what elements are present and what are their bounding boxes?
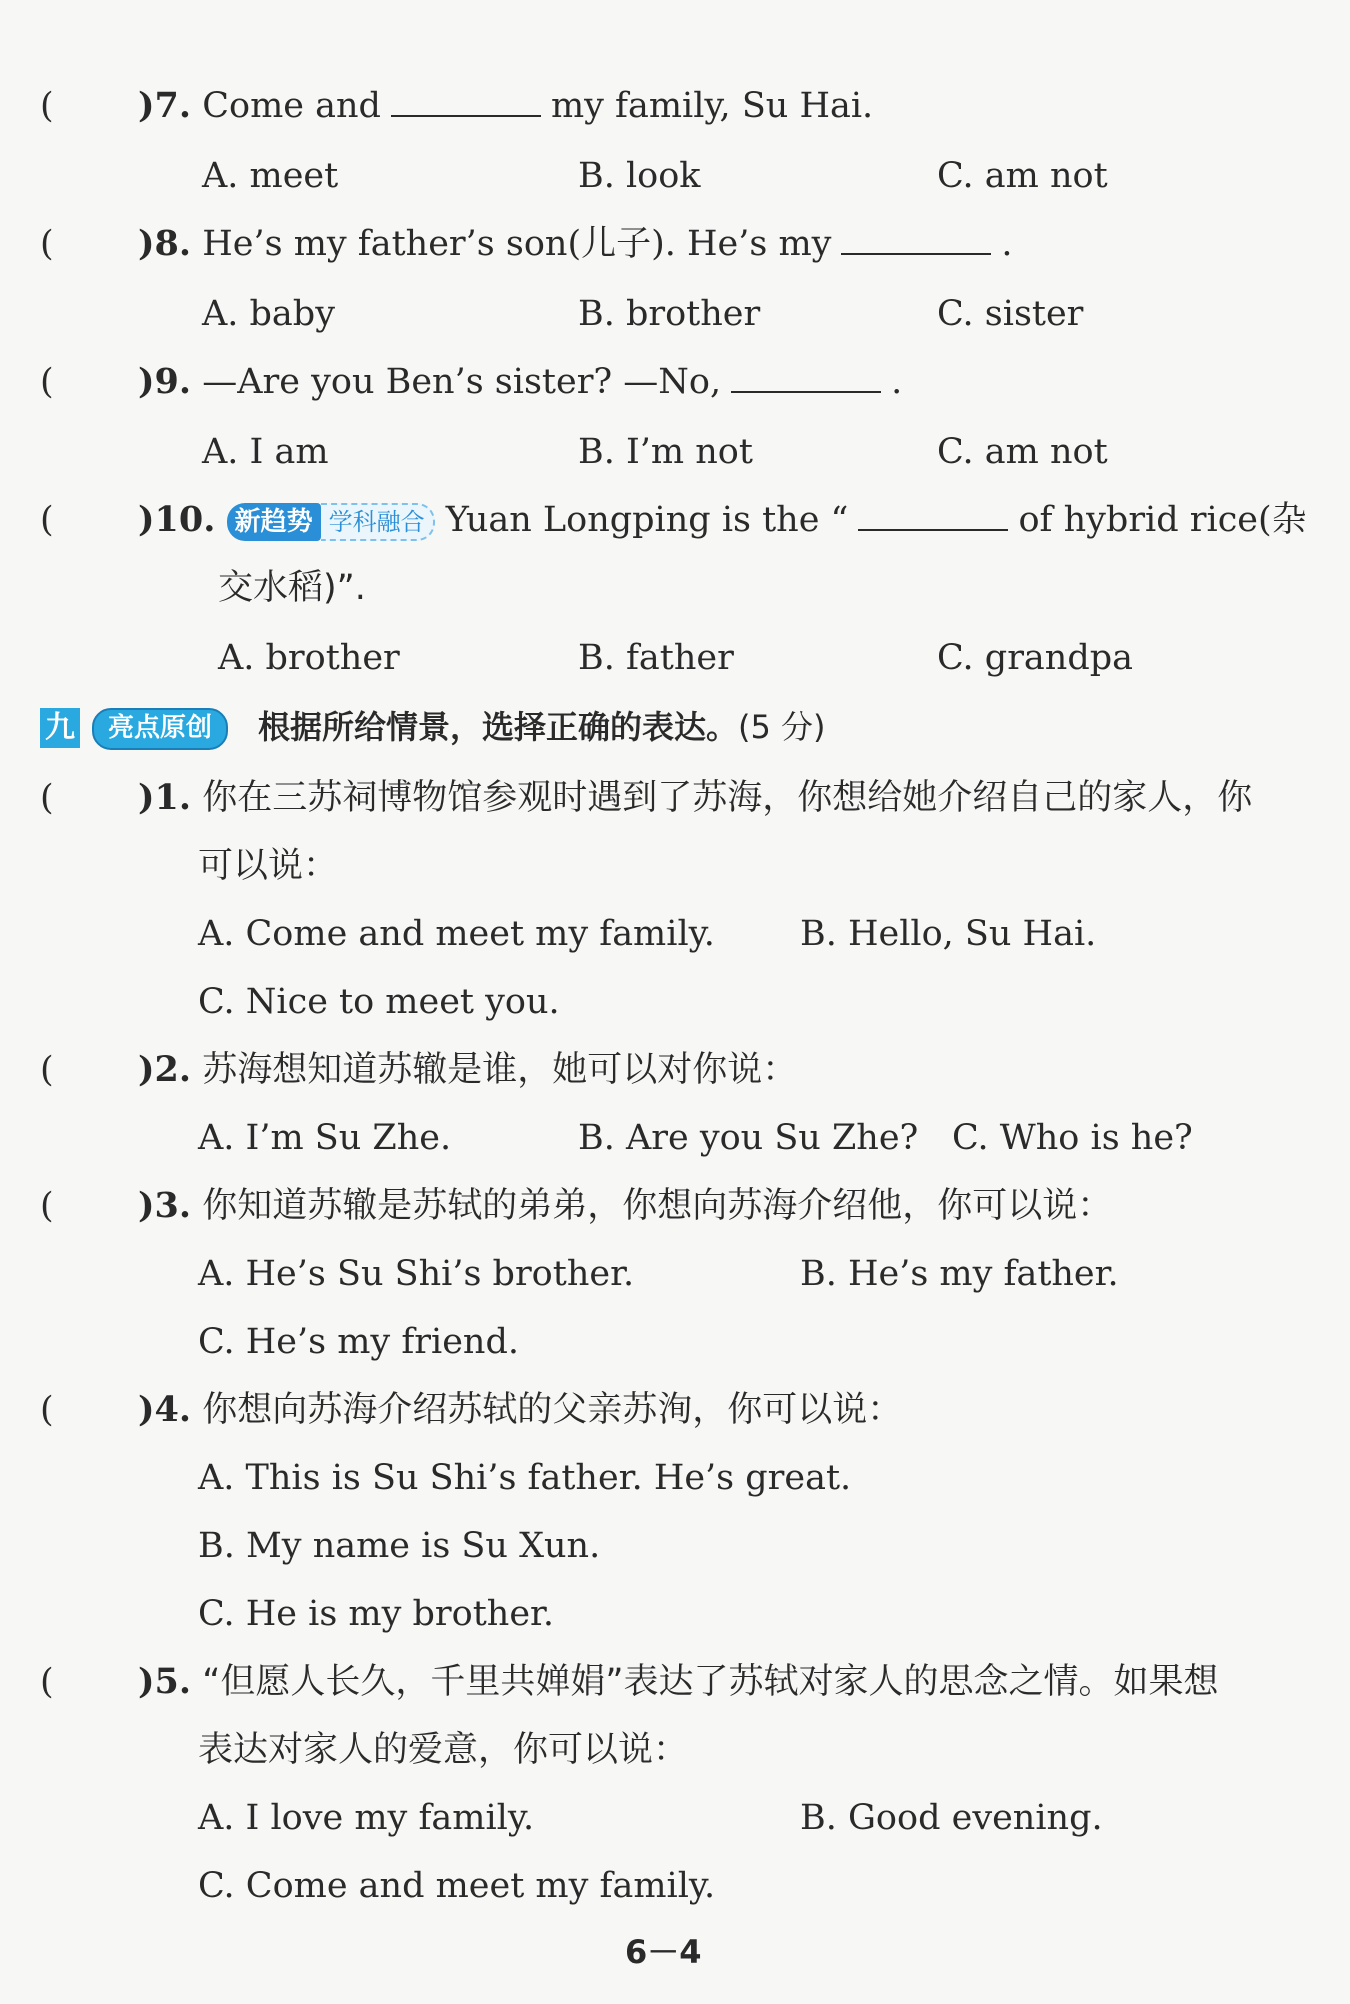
question-text-continued: 表达对家人的爱意，你可以说：	[198, 1730, 689, 1770]
section-title	[258, 705, 826, 749]
question-text: “但愿人长久，千里共婵娟”表达了苏轼对家人的思念之情。如果想	[202, 1662, 1219, 1702]
question-text-continued: 可以说：	[198, 846, 339, 886]
question-number: )8.	[138, 223, 192, 264]
answer-blank[interactable]	[731, 361, 881, 393]
option-b: B. Are you Su Zhe?	[578, 1118, 919, 1158]
question-text: 你在三苏祠博物馆参观时遇到了苏海，你想给她介绍自己的家人，你	[202, 778, 1253, 818]
option-b: B. brother	[578, 294, 761, 334]
option-a: A. I am	[202, 432, 329, 472]
question-number: )4.	[138, 1389, 192, 1430]
situation-question-1	[138, 776, 1252, 820]
option-a: A. meet	[202, 156, 339, 196]
answer-paren: (	[40, 1390, 54, 1430]
subject-fusion-badge: 学科融合	[321, 503, 435, 541]
option-c: C. am not	[937, 156, 1108, 196]
option-a: A. This is Su Shi’s father. He’s great.	[198, 1458, 852, 1498]
option-b: B. He’s my father.	[800, 1254, 1119, 1294]
option-c: C. am not	[937, 432, 1108, 472]
question-text: .	[891, 362, 903, 402]
option-c: C. Who is he?	[952, 1118, 1193, 1158]
situation-question-5	[138, 1660, 1219, 1704]
option-c: C. Nice to meet you.	[198, 982, 560, 1022]
highlight-original-badge: 亮点原创	[92, 708, 228, 750]
new-trend-badge: 新趋势	[227, 503, 321, 541]
situation-question-3	[138, 1184, 1112, 1228]
answer-paren: (	[40, 500, 54, 540]
answer-blank[interactable]	[841, 223, 991, 255]
answer-paren: (	[40, 86, 54, 126]
option-a: A. I’m Su Zhe.	[198, 1118, 452, 1158]
option-a: A. I love my family.	[198, 1798, 535, 1838]
option-c: C. sister	[937, 294, 1084, 334]
answer-paren: (	[40, 778, 54, 818]
question-text: 你知道苏辙是苏轼的弟弟，你想向苏海介绍他，你可以说：	[202, 1186, 1113, 1226]
question-number: )2.	[138, 1049, 192, 1090]
question-10	[138, 498, 1307, 542]
option-c: C. He’s my friend.	[198, 1322, 519, 1362]
answer-paren: (	[40, 362, 54, 402]
question-9	[138, 360, 902, 404]
question-7	[138, 84, 873, 128]
option-a: A. baby	[202, 294, 335, 334]
option-b: B. I’m not	[578, 432, 753, 472]
answer-paren: (	[40, 224, 54, 264]
question-text: 你想向苏海介绍苏轼的父亲苏洵，你可以说：	[202, 1390, 903, 1430]
option-a: A. Come and meet my family.	[198, 914, 715, 954]
question-number: )1.	[138, 777, 192, 818]
section-instruction: 根据所给情景，选择正确的表达。	[258, 708, 739, 746]
question-number: )9.	[138, 361, 192, 402]
question-text: Yuan Longping is the “	[445, 500, 849, 540]
question-number: )7.	[138, 85, 192, 126]
option-a: A. brother	[218, 638, 400, 678]
answer-paren: (	[40, 1050, 54, 1090]
question-text: 苏海想知道苏辙是谁，她可以对你说：	[202, 1050, 798, 1090]
answer-blank[interactable]	[391, 85, 541, 117]
situation-question-2	[138, 1048, 797, 1092]
question-number: )10.	[138, 499, 216, 540]
page-number: 6－4	[625, 1933, 702, 1971]
option-b: B. My name is Su Xun.	[198, 1526, 601, 1566]
option-b: B. Hello, Su Hai.	[800, 914, 1097, 954]
question-number: )3.	[138, 1185, 192, 1226]
question-text: of hybrid rice(杂	[1018, 500, 1307, 540]
option-b: B. father	[578, 638, 734, 678]
option-b: B. Good evening.	[800, 1798, 1103, 1838]
question-8	[138, 222, 1013, 266]
option-c: C. grandpa	[937, 638, 1134, 678]
question-text: my family, Su Hai.	[550, 86, 874, 126]
question-text-continued: 交水稻)”.	[218, 568, 366, 608]
section-score: (5 分)	[738, 708, 826, 746]
situation-question-4	[138, 1388, 902, 1432]
answer-blank[interactable]	[858, 499, 1008, 531]
answer-paren: (	[40, 1186, 54, 1226]
option-c: C. Come and meet my family.	[198, 1866, 716, 1906]
option-b: B. look	[578, 156, 701, 196]
question-text: Come and	[202, 86, 381, 126]
answer-paren: (	[40, 1662, 54, 1702]
section-number: 九	[40, 708, 80, 748]
question-number: )5.	[138, 1661, 192, 1702]
option-a: A. He’s Su Shi’s brother.	[198, 1254, 635, 1294]
question-text: He’s my father’s son(儿子). He’s my	[202, 224, 832, 264]
question-text: .	[1001, 224, 1013, 264]
option-c: C. He is my brother.	[198, 1594, 555, 1634]
question-text: —Are you Ben’s sister? —No,	[202, 362, 722, 402]
